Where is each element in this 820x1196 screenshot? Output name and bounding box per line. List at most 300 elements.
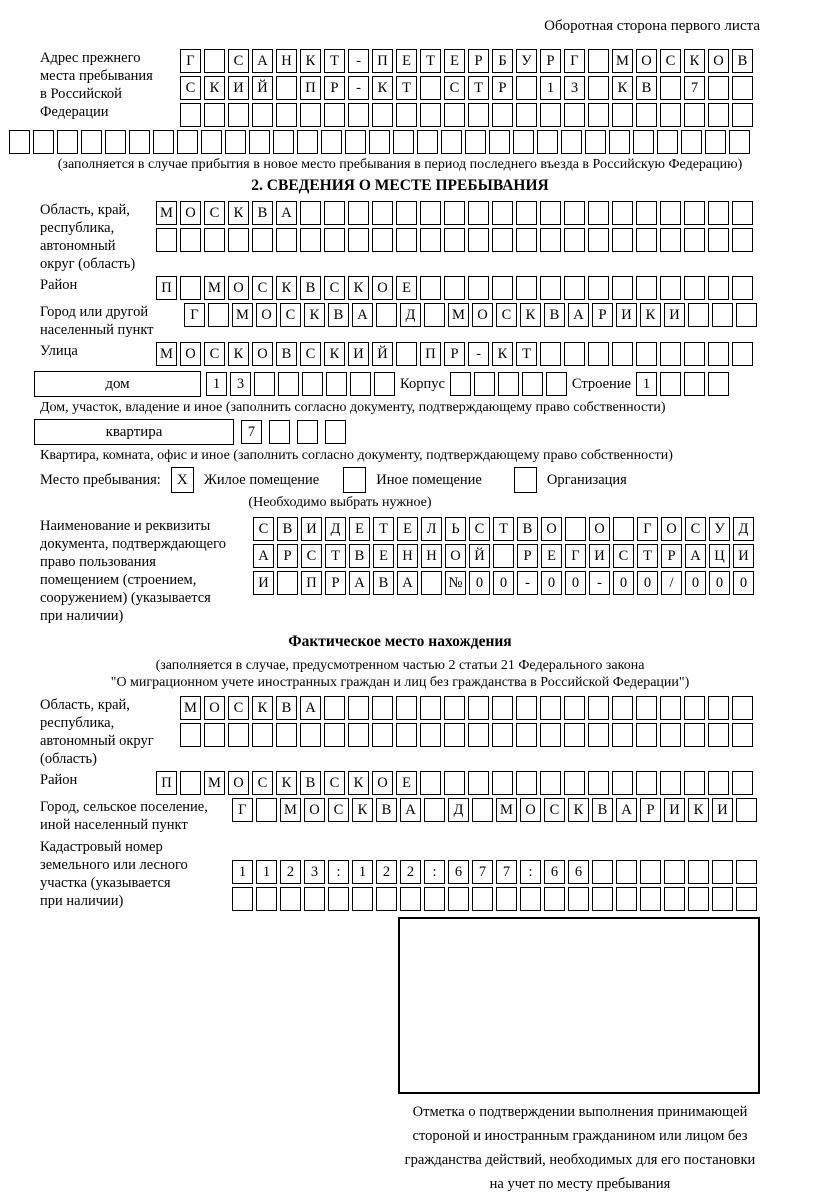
- char-box[interactable]: У: [516, 49, 537, 73]
- char-box[interactable]: [540, 276, 561, 300]
- char-box[interactable]: Е: [396, 771, 417, 795]
- char-box[interactable]: [513, 130, 534, 154]
- char-box[interactable]: Т: [325, 544, 346, 568]
- char-box[interactable]: О: [180, 342, 201, 366]
- char-box[interactable]: М: [156, 342, 177, 366]
- char-box[interactable]: [396, 723, 417, 747]
- char-box[interactable]: [326, 372, 347, 396]
- char-box[interactable]: [376, 887, 397, 911]
- char-box[interactable]: 3: [564, 76, 585, 100]
- char-box[interactable]: [708, 372, 729, 396]
- char-box[interactable]: :: [424, 860, 445, 884]
- char-box[interactable]: [277, 571, 298, 595]
- char-box[interactable]: [516, 696, 537, 720]
- char-box[interactable]: [564, 723, 585, 747]
- char-box[interactable]: [540, 201, 561, 225]
- char-box[interactable]: И: [712, 798, 733, 822]
- stay-option-residential-checkbox[interactable]: X: [171, 467, 194, 493]
- char-box[interactable]: К: [228, 342, 249, 366]
- char-box[interactable]: [444, 771, 465, 795]
- char-box[interactable]: [472, 798, 493, 822]
- char-box[interactable]: [420, 228, 441, 252]
- char-box[interactable]: [369, 130, 390, 154]
- char-box[interactable]: [612, 771, 633, 795]
- char-box[interactable]: [660, 228, 681, 252]
- char-box[interactable]: [564, 696, 585, 720]
- char-box[interactable]: [348, 723, 369, 747]
- char-box[interactable]: [468, 696, 489, 720]
- char-box[interactable]: О: [228, 771, 249, 795]
- char-box[interactable]: В: [732, 49, 753, 73]
- char-box[interactable]: [9, 130, 30, 154]
- char-box[interactable]: В: [376, 798, 397, 822]
- char-box[interactable]: [640, 887, 661, 911]
- char-box[interactable]: С: [204, 342, 225, 366]
- char-box[interactable]: [564, 342, 585, 366]
- char-box[interactable]: О: [445, 544, 466, 568]
- char-box[interactable]: [201, 130, 222, 154]
- char-box[interactable]: [372, 103, 393, 127]
- char-box[interactable]: [636, 696, 657, 720]
- char-box[interactable]: 6: [448, 860, 469, 884]
- char-box[interactable]: [540, 103, 561, 127]
- char-box[interactable]: [325, 420, 346, 444]
- char-box[interactable]: 6: [568, 860, 589, 884]
- char-box[interactable]: В: [300, 276, 321, 300]
- char-box[interactable]: [660, 723, 681, 747]
- char-box[interactable]: [302, 372, 323, 396]
- char-box[interactable]: [177, 130, 198, 154]
- char-box[interactable]: -: [468, 342, 489, 366]
- char-box[interactable]: М: [204, 276, 225, 300]
- char-box[interactable]: Й: [252, 76, 273, 100]
- char-box[interactable]: [424, 798, 445, 822]
- char-box[interactable]: [684, 103, 705, 127]
- char-box[interactable]: С: [204, 201, 225, 225]
- char-box[interactable]: [732, 76, 753, 100]
- char-box[interactable]: [660, 372, 681, 396]
- char-box[interactable]: 7: [684, 76, 705, 100]
- char-box[interactable]: 3: [230, 372, 251, 396]
- char-box[interactable]: [374, 372, 395, 396]
- char-box[interactable]: О: [541, 517, 562, 541]
- char-box[interactable]: И: [348, 342, 369, 366]
- char-box[interactable]: К: [612, 76, 633, 100]
- char-box[interactable]: [612, 276, 633, 300]
- char-box[interactable]: А: [300, 696, 321, 720]
- char-box[interactable]: [276, 103, 297, 127]
- char-box[interactable]: Р: [592, 303, 613, 327]
- char-box[interactable]: А: [400, 798, 421, 822]
- char-box[interactable]: [684, 201, 705, 225]
- char-box[interactable]: И: [616, 303, 637, 327]
- char-box[interactable]: [592, 887, 613, 911]
- char-box[interactable]: [688, 887, 709, 911]
- char-box[interactable]: [712, 887, 733, 911]
- char-box[interactable]: [546, 372, 567, 396]
- char-box[interactable]: [300, 228, 321, 252]
- char-box[interactable]: [444, 696, 465, 720]
- char-box[interactable]: [736, 887, 757, 911]
- char-box[interactable]: [540, 342, 561, 366]
- char-box[interactable]: [561, 130, 582, 154]
- char-box[interactable]: [278, 372, 299, 396]
- char-box[interactable]: 2: [280, 860, 301, 884]
- char-box[interactable]: [424, 887, 445, 911]
- char-box[interactable]: [345, 130, 366, 154]
- char-box[interactable]: Г: [180, 49, 201, 73]
- char-box[interactable]: [496, 887, 517, 911]
- char-box[interactable]: М: [280, 798, 301, 822]
- char-box[interactable]: [396, 696, 417, 720]
- char-box[interactable]: Р: [517, 544, 538, 568]
- char-box[interactable]: [492, 771, 513, 795]
- char-box[interactable]: [276, 76, 297, 100]
- char-box[interactable]: П: [156, 276, 177, 300]
- char-box[interactable]: [636, 276, 657, 300]
- char-box[interactable]: [516, 103, 537, 127]
- char-box[interactable]: [420, 723, 441, 747]
- char-box[interactable]: 1: [232, 860, 253, 884]
- char-box[interactable]: [444, 276, 465, 300]
- char-box[interactable]: [636, 723, 657, 747]
- char-box[interactable]: 0: [709, 571, 730, 595]
- char-box[interactable]: [588, 228, 609, 252]
- char-box[interactable]: [613, 517, 634, 541]
- char-box[interactable]: [468, 228, 489, 252]
- char-box[interactable]: /: [661, 571, 682, 595]
- char-box[interactable]: [324, 201, 345, 225]
- char-box[interactable]: М: [496, 798, 517, 822]
- char-box[interactable]: А: [253, 544, 274, 568]
- char-box[interactable]: [636, 201, 657, 225]
- char-box[interactable]: [372, 228, 393, 252]
- char-box[interactable]: [297, 130, 318, 154]
- char-box[interactable]: :: [328, 860, 349, 884]
- char-box[interactable]: П: [372, 49, 393, 73]
- char-box[interactable]: [684, 276, 705, 300]
- char-box[interactable]: О: [708, 49, 729, 73]
- char-box[interactable]: 0: [541, 571, 562, 595]
- char-box[interactable]: [424, 303, 445, 327]
- char-box[interactable]: [81, 130, 102, 154]
- char-box[interactable]: Д: [733, 517, 754, 541]
- char-box[interactable]: [396, 201, 417, 225]
- char-box[interactable]: [636, 771, 657, 795]
- char-box[interactable]: [564, 201, 585, 225]
- char-box[interactable]: В: [276, 342, 297, 366]
- char-box[interactable]: Г: [637, 517, 658, 541]
- char-box[interactable]: [708, 276, 729, 300]
- char-box[interactable]: [565, 517, 586, 541]
- char-box[interactable]: М: [156, 201, 177, 225]
- char-box[interactable]: 0: [493, 571, 514, 595]
- char-box[interactable]: [540, 228, 561, 252]
- char-box[interactable]: Е: [396, 49, 417, 73]
- char-box[interactable]: [684, 228, 705, 252]
- char-box[interactable]: [273, 130, 294, 154]
- char-box[interactable]: В: [300, 771, 321, 795]
- char-box[interactable]: [448, 887, 469, 911]
- char-box[interactable]: П: [420, 342, 441, 366]
- char-box[interactable]: [300, 723, 321, 747]
- char-box[interactable]: [372, 723, 393, 747]
- char-box[interactable]: О: [520, 798, 541, 822]
- char-box[interactable]: 1: [206, 372, 227, 396]
- char-box[interactable]: [204, 723, 225, 747]
- char-box[interactable]: [660, 76, 681, 100]
- char-box[interactable]: [664, 887, 685, 911]
- char-box[interactable]: [588, 696, 609, 720]
- char-box[interactable]: Т: [420, 49, 441, 73]
- char-box[interactable]: [180, 771, 201, 795]
- char-box[interactable]: К: [276, 771, 297, 795]
- char-box[interactable]: С: [253, 517, 274, 541]
- char-box[interactable]: О: [180, 201, 201, 225]
- char-box[interactable]: 1: [636, 372, 657, 396]
- char-box[interactable]: [609, 130, 630, 154]
- char-box[interactable]: О: [372, 276, 393, 300]
- char-box[interactable]: К: [348, 276, 369, 300]
- char-box[interactable]: С: [444, 76, 465, 100]
- char-box[interactable]: К: [372, 76, 393, 100]
- char-box[interactable]: [444, 201, 465, 225]
- char-box[interactable]: Е: [444, 49, 465, 73]
- char-box[interactable]: [708, 103, 729, 127]
- char-box[interactable]: В: [328, 303, 349, 327]
- char-box[interactable]: [708, 342, 729, 366]
- char-box[interactable]: [732, 696, 753, 720]
- char-box[interactable]: [732, 342, 753, 366]
- char-box[interactable]: Р: [325, 571, 346, 595]
- char-box[interactable]: [228, 103, 249, 127]
- char-box[interactable]: М: [232, 303, 253, 327]
- char-box[interactable]: О: [661, 517, 682, 541]
- char-box[interactable]: [441, 130, 462, 154]
- char-box[interactable]: [585, 130, 606, 154]
- char-box[interactable]: [444, 228, 465, 252]
- char-box[interactable]: 1: [352, 860, 373, 884]
- char-box[interactable]: О: [256, 303, 277, 327]
- char-box[interactable]: [204, 103, 225, 127]
- char-box[interactable]: -: [348, 76, 369, 100]
- char-box[interactable]: [376, 303, 397, 327]
- char-box[interactable]: С: [469, 517, 490, 541]
- char-box[interactable]: [616, 860, 637, 884]
- char-box[interactable]: В: [592, 798, 613, 822]
- char-box[interactable]: К: [228, 201, 249, 225]
- char-box[interactable]: Р: [640, 798, 661, 822]
- char-box[interactable]: [468, 276, 489, 300]
- char-box[interactable]: [468, 723, 489, 747]
- char-box[interactable]: К: [252, 696, 273, 720]
- char-box[interactable]: М: [204, 771, 225, 795]
- char-box[interactable]: О: [252, 342, 273, 366]
- char-box[interactable]: Е: [349, 517, 370, 541]
- char-box[interactable]: С: [252, 276, 273, 300]
- char-box[interactable]: В: [544, 303, 565, 327]
- char-box[interactable]: С: [252, 771, 273, 795]
- char-box[interactable]: В: [276, 696, 297, 720]
- char-box[interactable]: [444, 723, 465, 747]
- char-box[interactable]: -: [589, 571, 610, 595]
- char-box[interactable]: К: [204, 76, 225, 100]
- char-box[interactable]: [348, 696, 369, 720]
- char-box[interactable]: Н: [421, 544, 442, 568]
- char-box[interactable]: К: [348, 771, 369, 795]
- char-box[interactable]: [252, 228, 273, 252]
- char-box[interactable]: 7: [241, 420, 262, 444]
- char-box[interactable]: Ц: [709, 544, 730, 568]
- char-box[interactable]: [348, 228, 369, 252]
- char-box[interactable]: [180, 723, 201, 747]
- char-box[interactable]: [474, 372, 495, 396]
- char-box[interactable]: [396, 342, 417, 366]
- char-box[interactable]: 7: [472, 860, 493, 884]
- char-box[interactable]: [708, 723, 729, 747]
- char-box[interactable]: К: [684, 49, 705, 73]
- char-box[interactable]: [612, 696, 633, 720]
- char-box[interactable]: С: [613, 544, 634, 568]
- char-box[interactable]: [540, 771, 561, 795]
- char-box[interactable]: С: [324, 771, 345, 795]
- char-box[interactable]: [592, 860, 613, 884]
- char-box[interactable]: [498, 372, 519, 396]
- char-box[interactable]: Й: [372, 342, 393, 366]
- char-box[interactable]: [612, 723, 633, 747]
- char-box[interactable]: И: [253, 571, 274, 595]
- char-box[interactable]: А: [685, 544, 706, 568]
- char-box[interactable]: [736, 798, 757, 822]
- char-box[interactable]: [57, 130, 78, 154]
- char-box[interactable]: П: [156, 771, 177, 795]
- char-box[interactable]: [468, 771, 489, 795]
- char-box[interactable]: [493, 544, 514, 568]
- char-box[interactable]: Т: [516, 342, 537, 366]
- char-box[interactable]: [564, 228, 585, 252]
- char-box[interactable]: [729, 130, 750, 154]
- char-box[interactable]: [732, 201, 753, 225]
- char-box[interactable]: [516, 76, 537, 100]
- char-box[interactable]: [352, 887, 373, 911]
- char-box[interactable]: [492, 723, 513, 747]
- char-box[interactable]: И: [664, 798, 685, 822]
- char-box[interactable]: [105, 130, 126, 154]
- char-box[interactable]: Е: [541, 544, 562, 568]
- char-box[interactable]: С: [496, 303, 517, 327]
- char-box[interactable]: Д: [325, 517, 346, 541]
- char-box[interactable]: Н: [276, 49, 297, 73]
- char-box[interactable]: К: [492, 342, 513, 366]
- char-box[interactable]: В: [252, 201, 273, 225]
- char-box[interactable]: А: [349, 571, 370, 595]
- char-box[interactable]: Т: [373, 517, 394, 541]
- char-box[interactable]: И: [664, 303, 685, 327]
- char-box[interactable]: [400, 887, 421, 911]
- stay-option-organization-checkbox[interactable]: [514, 467, 537, 493]
- char-box[interactable]: [420, 276, 441, 300]
- char-box[interactable]: [465, 130, 486, 154]
- char-box[interactable]: [153, 130, 174, 154]
- char-box[interactable]: В: [349, 544, 370, 568]
- char-box[interactable]: 2: [400, 860, 421, 884]
- char-box[interactable]: [540, 723, 561, 747]
- char-box[interactable]: [588, 771, 609, 795]
- char-box[interactable]: [396, 103, 417, 127]
- char-box[interactable]: П: [301, 571, 322, 595]
- char-box[interactable]: 6: [544, 860, 565, 884]
- char-box[interactable]: В: [277, 517, 298, 541]
- char-box[interactable]: А: [276, 201, 297, 225]
- char-box[interactable]: Р: [324, 76, 345, 100]
- char-box[interactable]: [204, 228, 225, 252]
- char-box[interactable]: [540, 696, 561, 720]
- char-box[interactable]: Н: [397, 544, 418, 568]
- char-box[interactable]: №: [445, 571, 466, 595]
- char-box[interactable]: Б: [492, 49, 513, 73]
- char-box[interactable]: С: [328, 798, 349, 822]
- char-box[interactable]: С: [228, 49, 249, 73]
- char-box[interactable]: Ь: [445, 517, 466, 541]
- char-box[interactable]: В: [636, 76, 657, 100]
- char-box[interactable]: [688, 303, 709, 327]
- char-box[interactable]: [350, 372, 371, 396]
- char-box[interactable]: [612, 342, 633, 366]
- char-box[interactable]: Р: [540, 49, 561, 73]
- char-box[interactable]: [348, 103, 369, 127]
- char-box[interactable]: 7: [496, 860, 517, 884]
- char-box[interactable]: [450, 372, 471, 396]
- char-box[interactable]: [225, 130, 246, 154]
- char-box[interactable]: М: [612, 49, 633, 73]
- char-box[interactable]: [269, 420, 290, 444]
- char-box[interactable]: К: [568, 798, 589, 822]
- char-box[interactable]: [588, 49, 609, 73]
- char-box[interactable]: С: [660, 49, 681, 73]
- char-box[interactable]: [684, 771, 705, 795]
- char-box[interactable]: [252, 723, 273, 747]
- char-box[interactable]: [256, 798, 277, 822]
- char-box[interactable]: [588, 76, 609, 100]
- char-box[interactable]: Е: [397, 517, 418, 541]
- char-box[interactable]: -: [348, 49, 369, 73]
- char-box[interactable]: [612, 103, 633, 127]
- char-box[interactable]: О: [204, 696, 225, 720]
- char-box[interactable]: О: [228, 276, 249, 300]
- char-box[interactable]: [156, 228, 177, 252]
- char-box[interactable]: Р: [444, 342, 465, 366]
- char-box[interactable]: [492, 276, 513, 300]
- char-box[interactable]: [204, 49, 225, 73]
- char-box[interactable]: К: [688, 798, 709, 822]
- char-box[interactable]: [684, 696, 705, 720]
- char-box[interactable]: О: [472, 303, 493, 327]
- char-box[interactable]: [516, 201, 537, 225]
- char-box[interactable]: [129, 130, 150, 154]
- char-box[interactable]: В: [373, 571, 394, 595]
- char-box[interactable]: [396, 228, 417, 252]
- char-box[interactable]: [516, 228, 537, 252]
- char-box[interactable]: [300, 103, 321, 127]
- char-box[interactable]: [468, 201, 489, 225]
- char-box[interactable]: А: [397, 571, 418, 595]
- char-box[interactable]: [492, 696, 513, 720]
- char-box[interactable]: Т: [468, 76, 489, 100]
- char-box[interactable]: [328, 887, 349, 911]
- char-box[interactable]: [588, 723, 609, 747]
- char-box[interactable]: О: [636, 49, 657, 73]
- char-box[interactable]: [522, 372, 543, 396]
